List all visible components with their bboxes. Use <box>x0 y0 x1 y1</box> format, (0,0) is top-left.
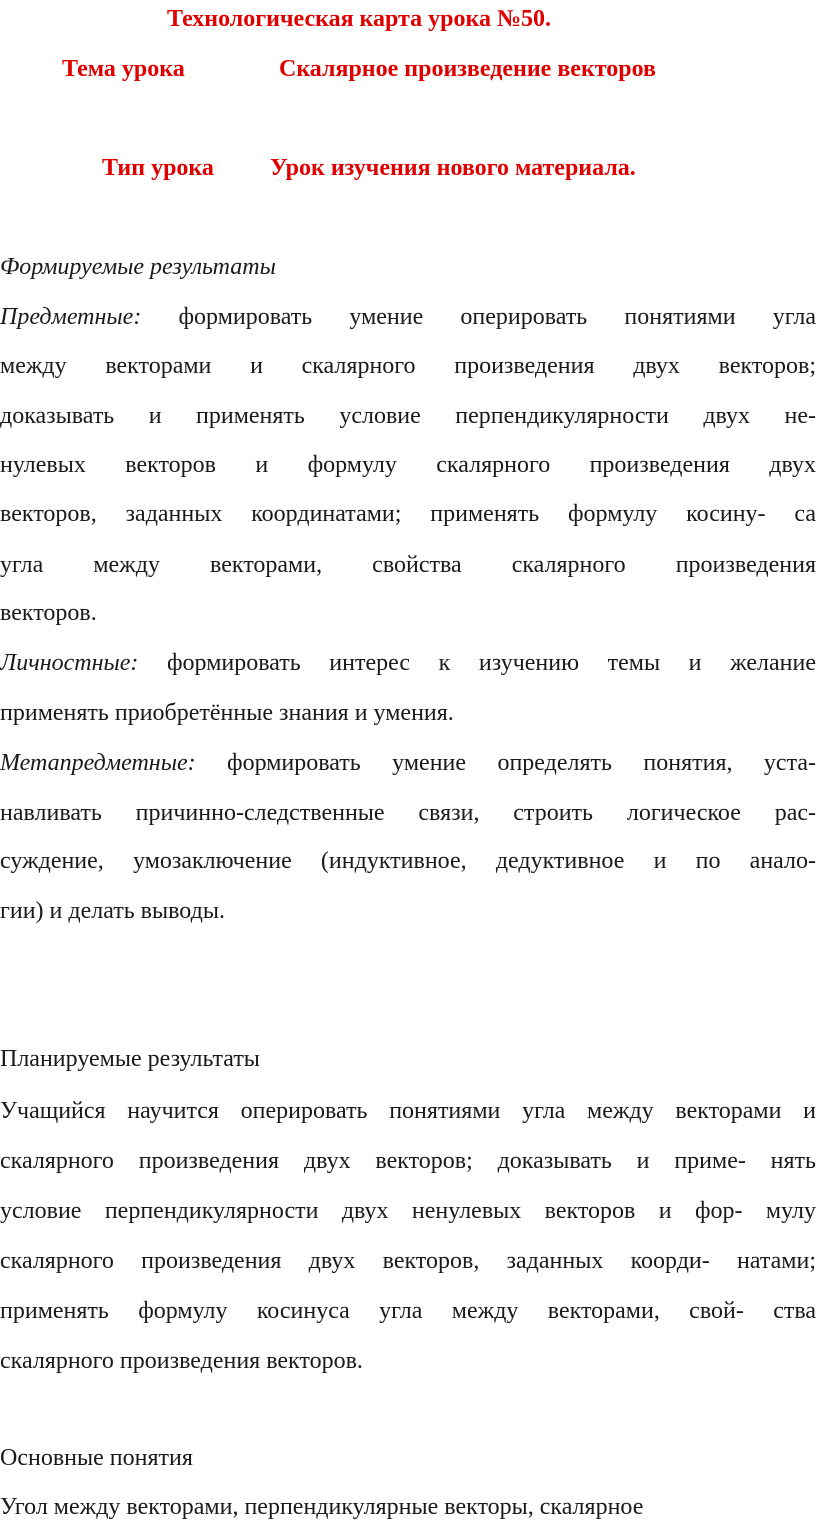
basic-concepts-heading: Основные понятия <box>0 1445 193 1471</box>
planned-line: скалярного произведения векторов. <box>0 1348 363 1374</box>
subject-line: доказывать и применять условие перпендикулярности двух не- <box>0 403 816 429</box>
meta-label: Метапредметные: <box>0 750 196 776</box>
topic-value: Скалярное произведение векторов <box>279 56 656 82</box>
personal-line: применять приобретённые знания и умения. <box>0 700 454 726</box>
basic-concepts-line: Угол между векторами, перпендикулярные векторы, скалярное <box>0 1494 644 1520</box>
lesson-type-label: Тип урока <box>102 155 214 181</box>
personal-line: Личностные: формировать интерес к изучению темы и желание <box>0 650 816 676</box>
subject-line: векторов. <box>0 600 97 626</box>
meta-line: гии) и делать выводы. <box>0 898 225 924</box>
planned-line: Учащийся научится оперировать понятиями угла между векторами и <box>0 1098 816 1124</box>
subject-line: векторов, заданных координатами; применять формулу косину- са <box>0 501 816 527</box>
meta-line: навливать причинно-следственные связи, строить логическое рас- <box>0 800 816 826</box>
meta-line: Метапредметные: формировать умение определять понятия, уста- <box>0 750 816 776</box>
subject-line: Предметные: формировать умение оперировать понятиями угла <box>0 304 816 330</box>
lesson-type-value: Урок изучения нового материала. <box>270 155 636 181</box>
meta-line: суждение, умозаключение (индуктивное, дедуктивное и по анало- <box>0 848 816 874</box>
topic-label: Тема урока <box>62 56 185 82</box>
document-title: Технологическая карта урока №50. <box>167 6 552 32</box>
personal-label: Личностные: <box>0 650 139 676</box>
subject-line: между векторами и скалярного произведения двух векторов; <box>0 353 816 379</box>
planned-line: применять формулу косинуса угла между векторами, свой- ства <box>0 1298 816 1324</box>
formed-results-heading: Формируемые результаты <box>0 254 276 280</box>
planned-line: скалярного произведения двух векторов, заданных коорди- натами; <box>0 1248 816 1274</box>
planned-line: условие перпендикулярности двух ненулевых векторов и фор- мулу <box>0 1198 816 1224</box>
planned-line: скалярного произведения двух векторов; доказывать и приме- нять <box>0 1148 816 1174</box>
subject-line: угла между векторами, свойства скалярного произведения <box>0 552 816 578</box>
subject-line: нулевых векторов и формулу скалярного произведения двух <box>0 452 816 478</box>
subject-label: Предметные: <box>0 304 142 330</box>
planned-results-heading: Планируемые результаты <box>0 1046 260 1072</box>
